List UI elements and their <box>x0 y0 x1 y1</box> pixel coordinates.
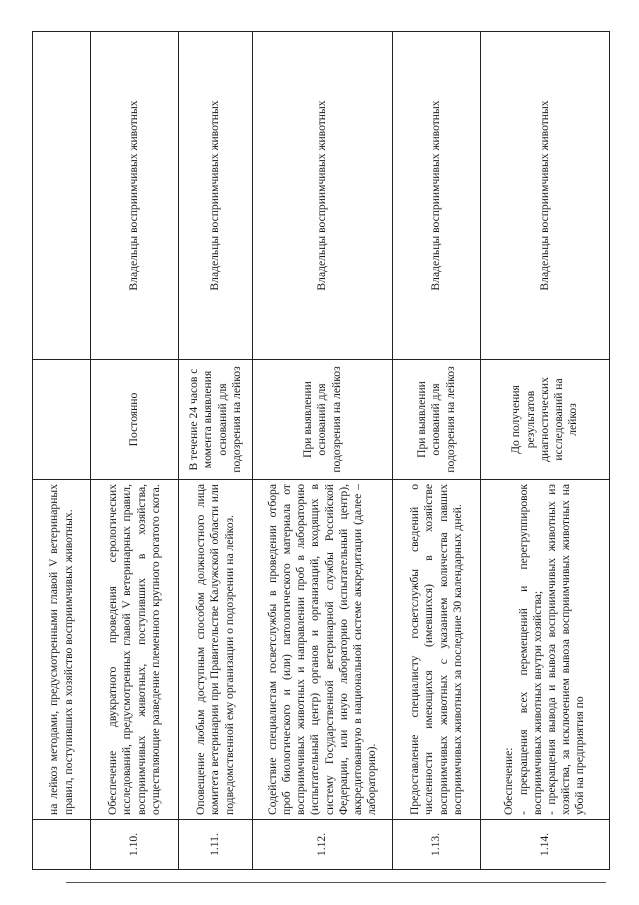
page-edge-rule <box>66 882 606 883</box>
deadline-cell: Постоянно <box>91 360 179 480</box>
measures-table <box>32 31 610 870</box>
deadline-cell: При выявлении оснований для подозрения на лейкоз <box>253 360 393 480</box>
responsible-cell: Владельцы восприимчивых животных <box>481 32 610 360</box>
measure-text: Предоставление специалисту госветслужбы сведений о численности имеющихся (имевшихся) в хозяйстве восприимчивых животных с указанием количества павших восприимчивых животных за последние 30 календарных дней. <box>393 480 481 820</box>
measure-line: - прекращения вывода и вывоза восприимчивых животных из хозяйства, за исключением вывоза восприимчивых животных на убой на предприятия по <box>545 484 587 815</box>
row-number: 1.12. <box>253 820 393 870</box>
deadline-cell <box>33 360 91 480</box>
row-number <box>33 820 91 870</box>
responsible-cell: Владельцы восприимчивых животных <box>393 32 481 360</box>
table-row <box>253 32 393 870</box>
rotated-page <box>32 32 610 870</box>
measure-text: Обеспечение двукратного проведения серологических исследований, предусмотренных главой V ветеринарных правил, восприимчивых животных, поступивших в хозяйства, осуществляющие разведение племенного крупного рогатого скота. <box>91 480 179 820</box>
table-row <box>179 32 253 870</box>
measure-text <box>481 480 610 820</box>
deadline-cell: При выявлении оснований для подозрения на лейкоз <box>393 360 481 480</box>
row-number: 1.11. <box>179 820 253 870</box>
table-row <box>91 32 179 870</box>
responsible-cell <box>33 32 91 360</box>
responsible-cell: Владельцы восприимчивых животных <box>91 32 179 360</box>
row-number: 1.13. <box>393 820 481 870</box>
measure-line: - прекращения всех перемещений и перегруппировок восприимчивых животных внутри хозяйства; <box>516 484 544 815</box>
table-row <box>393 32 481 870</box>
measure-text: на лейкоз методами, предусмотренными главой V ветеринарных правил, поступивших в хозяйство восприимчивых животных. <box>33 480 91 820</box>
row-number: 1.10. <box>91 820 179 870</box>
deadline-cell: В течение 24 часов с момента выявления оснований для подозрения на лейкоз <box>179 360 253 480</box>
measure-text: Оповещение любым доступным способом должностного лица комитета ветеринарии при Правительстве Калужской области или подведомственной ему организации о подозрении на лейкоз. <box>179 480 253 820</box>
table-row <box>481 32 610 870</box>
measure-text: Содействие специалистам госветслужбы в проведении отбора проб биологического и (или) патологического материала от восприимчивых животных и направлении проб в лабораторию (испытательный центр) органов и организаций, входящих в систему Государственной ветеринарной службы Российской Федерации, или иную лабораторию (испытательный центр), аккредитованную в национальной системе аккредитации (далее – лабораторию). <box>253 480 393 820</box>
deadline-cell: До получения результатов диагностических исследований на лейкоз <box>481 360 610 480</box>
table-row <box>33 32 91 870</box>
responsible-cell: Владельцы восприимчивых животных <box>253 32 393 360</box>
responsible-cell: Владельцы восприимчивых животных <box>179 32 253 360</box>
row-number: 1.14. <box>481 820 610 870</box>
measure-line: Обеспечение: <box>502 747 516 815</box>
